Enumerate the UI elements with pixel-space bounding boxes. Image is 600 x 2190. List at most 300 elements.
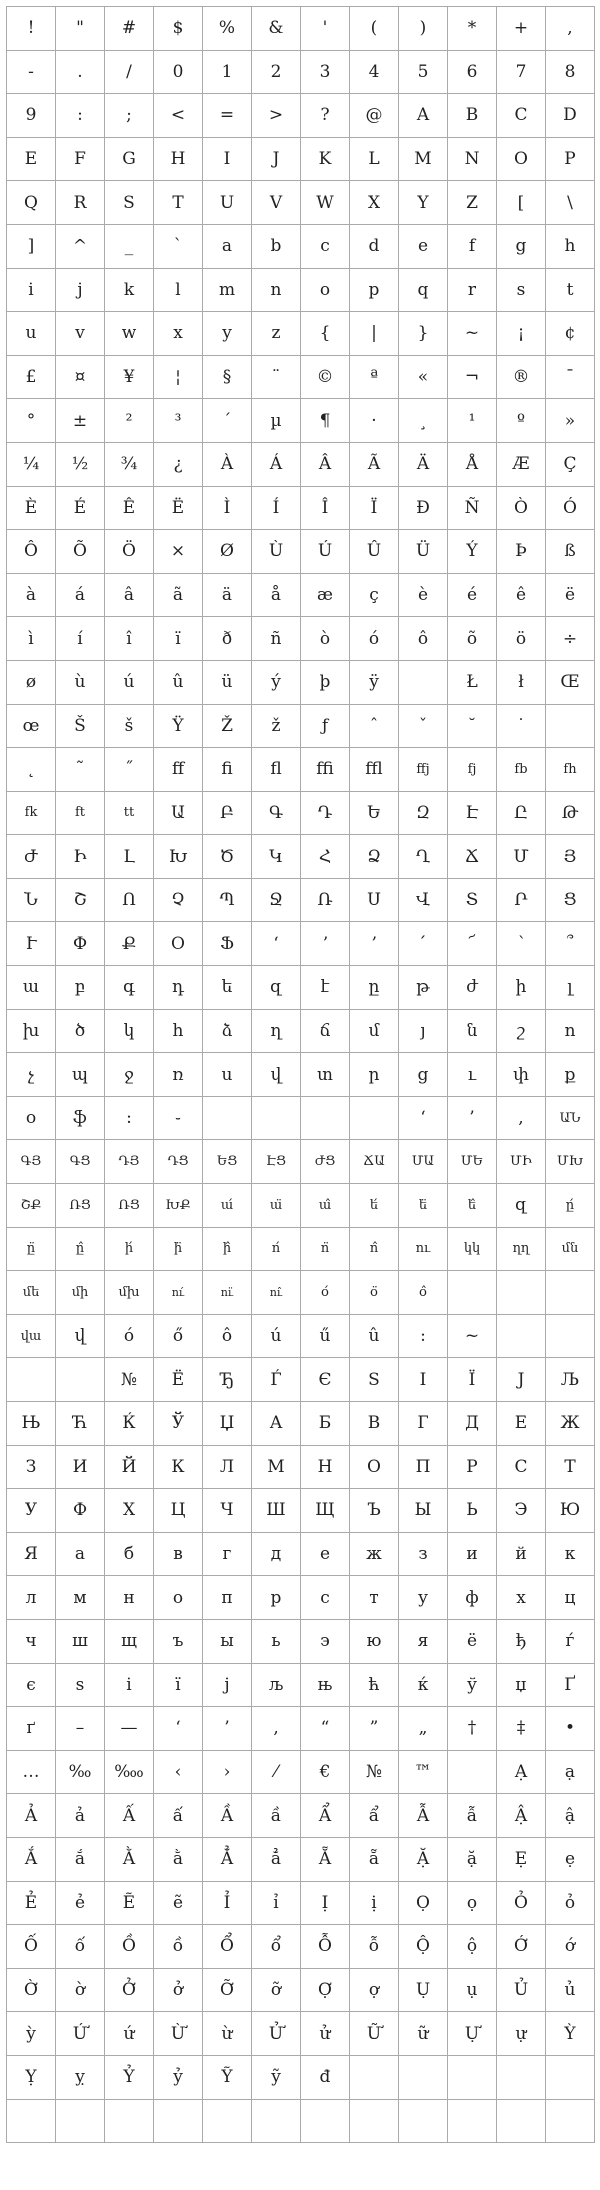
glyph-cell: ё xyxy=(448,1620,497,1664)
glyph-cell: ﬀj xyxy=(399,748,448,792)
glyph-cell: ' xyxy=(301,7,350,51)
glyph-cell: Й xyxy=(105,1446,154,1490)
glyph-cell: Ж xyxy=(546,1402,595,1446)
glyph-cell: Ọ xyxy=(399,1882,448,1926)
glyph-cell: ł xyxy=(497,661,546,705)
glyph-cell: ը̂ xyxy=(56,1228,105,1272)
glyph-cell: ղ xyxy=(252,1010,301,1054)
glyph-cell: н xyxy=(105,1576,154,1620)
glyph-cell: Ј xyxy=(497,1358,546,1402)
glyph-cell: գ xyxy=(105,966,154,1010)
glyph-cell: Ø xyxy=(203,530,252,574)
glyph-cell: ՜ xyxy=(448,922,497,966)
glyph-cell: ք xyxy=(546,1053,595,1097)
glyph-cell: о xyxy=(154,1576,203,1620)
glyph-cell: в xyxy=(154,1533,203,1577)
glyph-cell: ” xyxy=(350,1707,399,1751)
glyph-cell: ու xyxy=(399,1228,448,1272)
glyph-cell: Կ xyxy=(252,835,301,879)
glyph-cell xyxy=(301,1097,350,1141)
glyph-cell: ե xyxy=(203,966,252,1010)
glyph-cell: “ xyxy=(301,1707,350,1751)
glyph-cell: Ã xyxy=(350,443,399,487)
glyph-cell: ﬁ xyxy=(203,748,252,792)
glyph-cell: օ̈ xyxy=(350,1271,399,1315)
glyph-cell: ќ xyxy=(399,1664,448,1708)
glyph-cell: Ш xyxy=(252,1489,301,1533)
glyph-cell: " xyxy=(56,7,105,51)
glyph-cell: N xyxy=(448,138,497,182)
glyph-cell: đ xyxy=(301,2056,350,2100)
glyph-cell: ç xyxy=(350,574,399,618)
glyph-cell xyxy=(7,2100,56,2144)
glyph-cell: µ xyxy=(252,399,301,443)
glyph-cell: з xyxy=(399,1533,448,1577)
glyph-cell: դ xyxy=(154,966,203,1010)
glyph-cell: մ xyxy=(350,1010,399,1054)
glyph-cell: « xyxy=(399,356,448,400)
glyph-cell: Ỏ xyxy=(497,1882,546,1926)
glyph-cell: k xyxy=(105,269,154,313)
glyph-cell: М xyxy=(252,1446,301,1490)
glyph-cell: ˝ xyxy=(105,748,154,792)
glyph-cell: ỏ xyxy=(546,1882,595,1926)
glyph-cell: , xyxy=(546,7,595,51)
glyph-cell: Ե xyxy=(350,792,399,836)
glyph-cell: շ xyxy=(497,1010,546,1054)
glyph-cell: Ջ xyxy=(252,879,301,923)
glyph-cell: Ê xyxy=(105,487,154,531)
glyph-cell: Ự xyxy=(448,2012,497,2056)
glyph-cell: Ổ xyxy=(203,1925,252,1969)
glyph-cell: ա xyxy=(7,966,56,1010)
glyph-cell: Å xyxy=(448,443,497,487)
glyph-cell: h xyxy=(546,225,595,269)
glyph-cell: 0 xyxy=(154,51,203,95)
glyph-cell: , xyxy=(497,1097,546,1141)
glyph-cell: · xyxy=(350,399,399,443)
glyph-cell: 9 xyxy=(7,94,56,138)
glyph-cell: fj xyxy=(448,748,497,792)
glyph-cell: ու̂ xyxy=(252,1271,301,1315)
glyph-cell: ý xyxy=(252,661,301,705)
glyph-cell: ու̈ xyxy=(203,1271,252,1315)
glyph-cell xyxy=(399,661,448,705)
glyph-cell: ừ xyxy=(203,2012,252,2056)
glyph-cell: Ỗ xyxy=(301,1925,350,1969)
glyph-cell: ։ xyxy=(105,1097,154,1141)
glyph-cell: „ xyxy=(399,1707,448,1751)
glyph-cell: ! xyxy=(7,7,56,51)
glyph-cell: Է xyxy=(448,792,497,836)
glyph-cell: â xyxy=(105,574,154,618)
glyph-cell: ớ xyxy=(546,1925,595,1969)
glyph-cell: զ xyxy=(497,1184,546,1228)
glyph-cell: յ xyxy=(399,1010,448,1054)
glyph-cell: Ђ xyxy=(203,1358,252,1402)
glyph-cell: ՌՑ xyxy=(56,1184,105,1228)
glyph-cell: 6 xyxy=(448,51,497,95)
glyph-cell: ձ xyxy=(203,1010,252,1054)
glyph-cell: d xyxy=(350,225,399,269)
glyph-cell: û xyxy=(154,661,203,705)
glyph-cell: Ց xyxy=(546,879,595,923)
glyph-cell: Ў xyxy=(154,1402,203,1446)
glyph-cell: Ở xyxy=(105,1969,154,2013)
glyph-cell: ố xyxy=(56,1925,105,1969)
glyph-cell: Ỉ xyxy=(203,1882,252,1926)
glyph-cell: Ч xyxy=(203,1489,252,1533)
glyph-cell: Т xyxy=(546,1446,595,1490)
glyph-cell: ~ xyxy=(448,1315,497,1359)
glyph-cell: ặ xyxy=(448,1838,497,1882)
glyph-cell: e xyxy=(399,225,448,269)
glyph-cell: Ắ xyxy=(7,1838,56,1882)
glyph-cell: й xyxy=(497,1533,546,1577)
glyph-cell: † xyxy=(448,1707,497,1751)
glyph-cell: կկ xyxy=(448,1228,497,1272)
glyph-cell xyxy=(448,1271,497,1315)
glyph-cell: ի̈ xyxy=(154,1228,203,1272)
glyph-cell: s xyxy=(497,269,546,313)
glyph-cell: \ xyxy=(546,181,595,225)
glyph-cell xyxy=(448,2100,497,2144)
glyph-cell: Ž xyxy=(203,705,252,749)
glyph-cell: ` xyxy=(154,225,203,269)
glyph-cell: – xyxy=(56,1707,105,1751)
glyph-cell: ռ xyxy=(154,1053,203,1097)
glyph-cell xyxy=(154,2100,203,2144)
glyph-cell: Џ xyxy=(203,1402,252,1446)
glyph-cell: ở xyxy=(154,1969,203,2013)
glyph-cell: tt xyxy=(105,792,154,836)
glyph-cell: 8 xyxy=(546,51,595,95)
glyph-cell: C xyxy=(497,94,546,138)
glyph-cell: ф xyxy=(448,1576,497,1620)
glyph-cell: fh xyxy=(546,748,595,792)
glyph-cell: Ó xyxy=(546,487,595,531)
glyph-cell: ԷՑ xyxy=(252,1140,301,1184)
glyph-cell: À xyxy=(203,443,252,487)
glyph-cell: Ը xyxy=(497,792,546,836)
glyph-cell: + xyxy=(497,7,546,51)
glyph-cell: Ẵ xyxy=(301,1838,350,1882)
glyph-cell: Ë xyxy=(154,487,203,531)
glyph-cell xyxy=(546,1271,595,1315)
glyph-cell: Ъ xyxy=(350,1489,399,1533)
glyph-cell: = xyxy=(203,94,252,138)
glyph-cell: Ờ xyxy=(7,1969,56,2013)
glyph-cell: ò xyxy=(301,617,350,661)
glyph-cell: ê xyxy=(497,574,546,618)
glyph-cell: վ xyxy=(56,1315,105,1359)
glyph-cell: Ô xyxy=(7,530,56,574)
glyph-cell: P xyxy=(546,138,595,182)
glyph-cell: и xyxy=(448,1533,497,1577)
glyph-cell: . xyxy=(56,51,105,95)
glyph-cell: þ xyxy=(301,661,350,705)
glyph-cell: Ẩ xyxy=(301,1794,350,1838)
glyph-cell: b xyxy=(252,225,301,269)
glyph-cell: ‱ xyxy=(105,1751,154,1795)
glyph-cell: g xyxy=(497,225,546,269)
glyph-cell: ֆ xyxy=(56,1097,105,1141)
glyph-cell: u xyxy=(7,312,56,356)
glyph-cell: ử xyxy=(301,2012,350,2056)
glyph-cell: ƒ xyxy=(301,705,350,749)
glyph-cell: ў xyxy=(448,1664,497,1708)
glyph-cell: É xyxy=(56,487,105,531)
glyph-cell: ґ xyxy=(7,1707,56,1751)
glyph-cell: ֊ xyxy=(154,1097,203,1141)
glyph-cell: ʼ xyxy=(301,922,350,966)
glyph-cell: H xyxy=(154,138,203,182)
glyph-cell: э xyxy=(301,1620,350,1664)
glyph-cell: բ xyxy=(56,966,105,1010)
glyph-cell: š xyxy=(105,705,154,749)
glyph-cell: W xyxy=(301,181,350,225)
glyph-cell: V xyxy=(252,181,301,225)
glyph-cell: Њ xyxy=(7,1402,56,1446)
glyph-cell: á xyxy=(56,574,105,618)
glyph-cell: ո́ xyxy=(252,1228,301,1272)
glyph-cell: æ xyxy=(301,574,350,618)
glyph-cell: p xyxy=(350,269,399,313)
glyph-cell: Ì xyxy=(203,487,252,531)
glyph-cell: $ xyxy=(154,7,203,51)
glyph-cell: ø xyxy=(7,661,56,705)
glyph-cell: ﬂ xyxy=(252,748,301,792)
glyph-cell: J xyxy=(252,138,301,182)
glyph-cell: D xyxy=(546,94,595,138)
glyph-cell: Ї xyxy=(448,1358,497,1402)
glyph-cell: ը xyxy=(350,966,399,1010)
glyph-cell: Պ xyxy=(203,879,252,923)
glyph-cell: ụ xyxy=(448,1969,497,2013)
glyph-cell: ՄԽ xyxy=(546,1140,595,1184)
glyph-cell: Ղ xyxy=(399,835,448,879)
glyph-cell: € xyxy=(301,1751,350,1795)
glyph-cell: К xyxy=(154,1446,203,1490)
glyph-cell: Փ xyxy=(56,922,105,966)
glyph-cell xyxy=(399,2056,448,2100)
glyph-cell: ﬄ xyxy=(350,748,399,792)
glyph-cell: ¤ xyxy=(56,356,105,400)
glyph-cell: м xyxy=(56,1576,105,1620)
glyph-cell: ‘ xyxy=(399,1097,448,1141)
glyph-cell: И xyxy=(56,1446,105,1490)
glyph-cell: f xyxy=(448,225,497,269)
glyph-cell: ի xyxy=(497,966,546,1010)
glyph-cell: Э xyxy=(497,1489,546,1533)
glyph-cell: Æ xyxy=(497,443,546,487)
glyph-cell xyxy=(497,1271,546,1315)
glyph-cell: U xyxy=(203,181,252,225)
glyph-cell: Մ xyxy=(497,835,546,879)
glyph-cell: Տ xyxy=(448,879,497,923)
glyph-cell: Ծ xyxy=(203,835,252,879)
glyph-cell: Ժ xyxy=(7,835,56,879)
glyph-cell: õ xyxy=(448,617,497,661)
glyph-cell: ÷ xyxy=(546,617,595,661)
glyph-cell: Ộ xyxy=(399,1925,448,1969)
glyph-cell: Լ xyxy=(105,835,154,879)
glyph-cell: ѕ xyxy=(56,1664,105,1708)
glyph-cell: E xyxy=(7,138,56,182)
glyph-cell: B xyxy=(448,94,497,138)
glyph-cell: Y xyxy=(399,181,448,225)
glyph-cell: р xyxy=(252,1576,301,1620)
glyph-cell: օ́ xyxy=(301,1271,350,1315)
glyph-cell: ộ xyxy=(448,1925,497,1969)
glyph-cell: д xyxy=(252,1533,301,1577)
glyph-cell: ԵՑ xyxy=(203,1140,252,1184)
glyph-cell: ồ xyxy=(154,1925,203,1969)
glyph-cell: ‹ xyxy=(154,1751,203,1795)
glyph-cell: ж xyxy=(350,1533,399,1577)
glyph-cell: մն xyxy=(546,1228,595,1272)
glyph-cell: # xyxy=(105,7,154,51)
glyph-cell: Թ xyxy=(546,792,595,836)
glyph-cell: к xyxy=(546,1533,595,1577)
glyph-cell: 7 xyxy=(497,51,546,95)
glyph-cell: Ừ xyxy=(154,2012,203,2056)
glyph-cell: ր xyxy=(350,1053,399,1097)
glyph-cell: Í xyxy=(252,487,301,531)
glyph-cell: Ո xyxy=(105,879,154,923)
glyph-cell: ՚ xyxy=(350,922,399,966)
glyph-cell: վա xyxy=(7,1315,56,1359)
glyph-cell: Á xyxy=(252,443,301,487)
glyph-cell: ű xyxy=(301,1315,350,1359)
glyph-cell: Ố xyxy=(7,1925,56,1969)
glyph-cell: ¯ xyxy=(546,356,595,400)
glyph-cell: ữ xyxy=(399,2012,448,2056)
glyph-cell: — xyxy=(105,1707,154,1751)
glyph-cell xyxy=(350,2056,399,2100)
glyph-cell xyxy=(399,2100,448,2144)
glyph-cell: ո xyxy=(546,1010,595,1054)
glyph-cell: Ռ xyxy=(301,879,350,923)
glyph-cell: ԳՅ xyxy=(7,1140,56,1184)
glyph-cell: Ä xyxy=(399,443,448,487)
glyph-cell: ¼ xyxy=(7,443,56,487)
glyph-cell: Ợ xyxy=(301,1969,350,2013)
glyph-cell: Ћ xyxy=(56,1402,105,1446)
glyph-cell: Ữ xyxy=(350,2012,399,2056)
glyph-cell: ու́ xyxy=(154,1271,203,1315)
glyph-cell: ô xyxy=(203,1315,252,1359)
glyph-cell xyxy=(350,2100,399,2144)
glyph-cell: : xyxy=(56,94,105,138)
glyph-cell: Д xyxy=(448,1402,497,1446)
glyph-cell: Ẹ xyxy=(497,1838,546,1882)
glyph-cell: ỉ xyxy=(252,1882,301,1926)
glyph-cell: я xyxy=(399,1620,448,1664)
glyph-cell: В xyxy=(350,1402,399,1446)
glyph-cell: Ồ xyxy=(105,1925,154,1969)
glyph-cell: Գ xyxy=(252,792,301,836)
glyph-cell: ԳՑ xyxy=(56,1140,105,1184)
glyph-cell: ¦ xyxy=(154,356,203,400)
glyph-cell: л xyxy=(7,1576,56,1620)
glyph-cell: ﬀ xyxy=(154,748,203,792)
glyph-cell: ¬ xyxy=(448,356,497,400)
glyph-cell: ñ xyxy=(252,617,301,661)
glyph-cell: Ն xyxy=(7,879,56,923)
glyph-cell xyxy=(203,2100,252,2144)
glyph-cell: ԺՑ xyxy=(301,1140,350,1184)
glyph-cell: R xyxy=(56,181,105,225)
glyph-cell: ỵ xyxy=(56,2056,105,2100)
glyph-cell: ä xyxy=(203,574,252,618)
glyph-cell: ʻ xyxy=(252,922,301,966)
glyph-cell: ш xyxy=(56,1620,105,1664)
glyph-cell: Ґ xyxy=(546,1664,595,1708)
glyph-cell: Խ xyxy=(154,835,203,879)
glyph-cell xyxy=(497,1315,546,1359)
glyph-cell: ‡ xyxy=(497,1707,546,1751)
glyph-cell: թ xyxy=(399,966,448,1010)
glyph-cell: կ xyxy=(105,1010,154,1054)
glyph-cell: ª xyxy=(350,356,399,400)
glyph-cell: ß xyxy=(546,530,595,574)
glyph-cell: Ụ xyxy=(399,1969,448,2013)
glyph-cell: ѓ xyxy=(546,1620,595,1664)
glyph-cell: Ặ xyxy=(399,1838,448,1882)
glyph-cell: » xyxy=(546,399,595,443)
glyph-cell: M xyxy=(399,138,448,182)
glyph-cell xyxy=(7,1358,56,1402)
glyph-cell: ¶ xyxy=(301,399,350,443)
glyph-cell: щ xyxy=(105,1620,154,1664)
glyph-cell: ³ xyxy=(154,399,203,443)
glyph-cell: ậ xyxy=(546,1794,595,1838)
glyph-cell: ị xyxy=(350,1882,399,1926)
glyph-cell: ջ xyxy=(105,1053,154,1097)
glyph-cell: 1 xyxy=(203,51,252,95)
glyph-cell: О xyxy=(350,1446,399,1490)
glyph-cell: ՛ xyxy=(399,922,448,966)
glyph-cell: օ̂ xyxy=(399,1271,448,1315)
glyph-cell: û xyxy=(350,1315,399,1359)
glyph-cell: Ẳ xyxy=(203,1838,252,1882)
glyph-cell: ± xyxy=(56,399,105,443)
glyph-cell: ô xyxy=(399,617,448,661)
glyph-cell: б xyxy=(105,1533,154,1577)
glyph-cell xyxy=(546,1315,595,1359)
glyph-cell: Љ xyxy=(546,1358,595,1402)
glyph-cell: fk xyxy=(7,792,56,836)
glyph-cell: ầ xyxy=(252,1794,301,1838)
glyph-cell: Զ xyxy=(399,792,448,836)
glyph-cell: ^ xyxy=(56,225,105,269)
glyph-cell: G xyxy=(105,138,154,182)
glyph-cell: ї xyxy=(154,1664,203,1708)
glyph-cell: ? xyxy=(301,94,350,138)
glyph-cell: - xyxy=(7,51,56,95)
glyph-cell: ẩ xyxy=(350,1794,399,1838)
glyph-cell: Ử xyxy=(252,2012,301,2056)
glyph-cell xyxy=(252,1097,301,1141)
glyph-cell: ằ xyxy=(154,1838,203,1882)
glyph-cell: a xyxy=(203,225,252,269)
glyph-cell: ы xyxy=(203,1620,252,1664)
glyph-cell: ² xyxy=(105,399,154,443)
glyph-cell: ỳ xyxy=(7,2012,56,2056)
glyph-cell xyxy=(497,2056,546,2100)
glyph-cell: T xyxy=(154,181,203,225)
